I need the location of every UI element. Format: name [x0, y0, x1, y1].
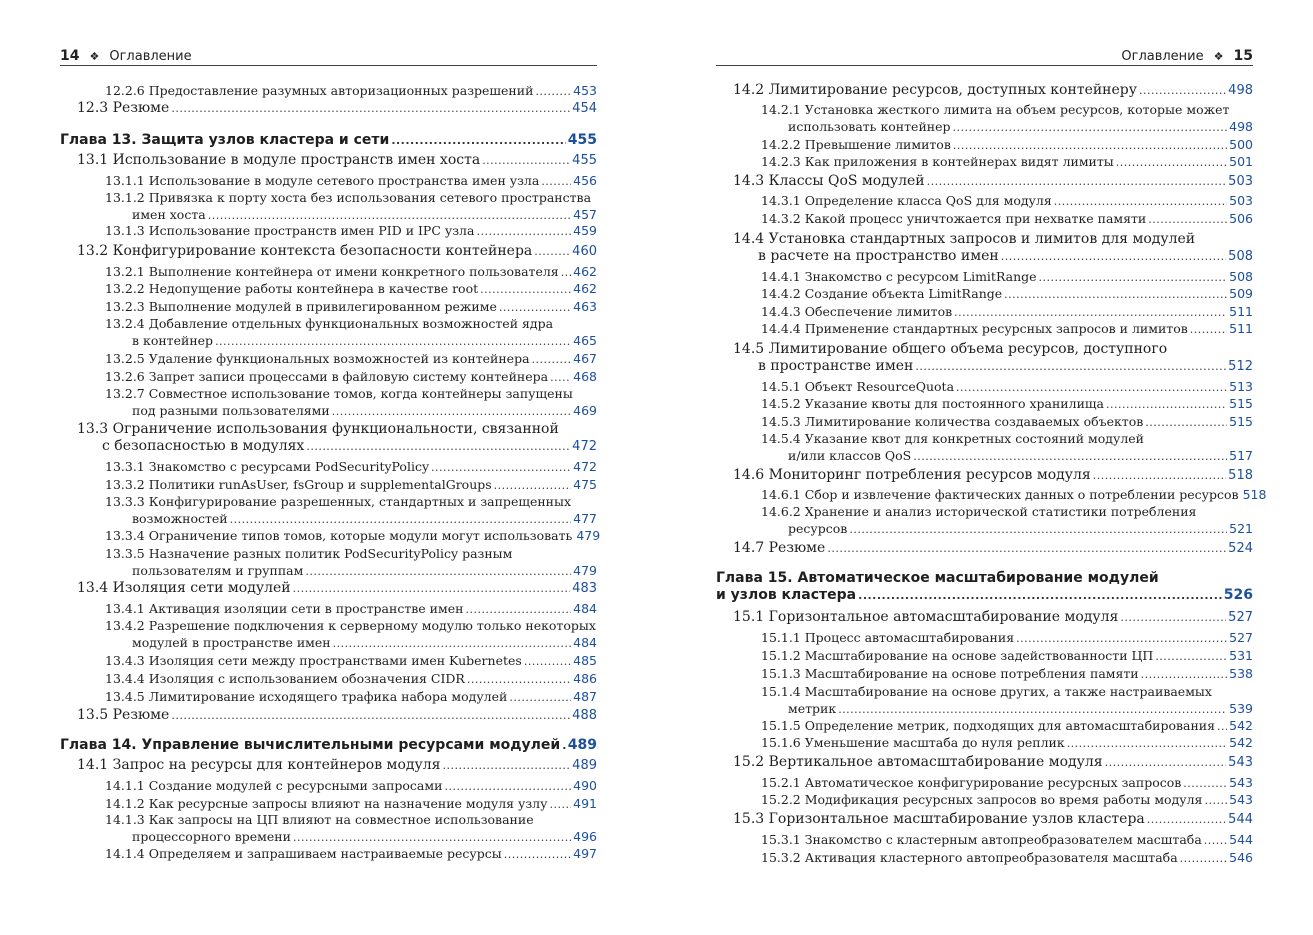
toc-entry-title: 13.4.3 Изоляция сети между пространствами имен Kubernetes [105, 653, 522, 668]
dot-leader [550, 368, 571, 386]
toc-page-number: 472 [572, 439, 597, 454]
toc-entry-title: 14.1.3 Как запросы на ЦП влияют на совместное использование [105, 812, 534, 827]
toc-page-number: 489 [572, 758, 597, 773]
dot-leader [391, 132, 565, 149]
toc-page-number: 460 [572, 244, 597, 259]
toc-entry-title: 13.2 Конфигурирование контекста безопасности контейнера [77, 243, 533, 259]
dot-leader [333, 634, 572, 652]
toc-subsection-entry[interactable] [716, 503, 1253, 538]
toc-entry-title: 14.1.4 Определяем и запрашиваем настраиваемые ресурсы [105, 846, 502, 861]
toc-entry-title: 13.3.4 Ограничение типов томов, которые модули могут использовать [105, 528, 573, 543]
dot-leader [562, 737, 566, 754]
dot-leader [1120, 609, 1226, 626]
toc-subsection-entry[interactable] [60, 670, 597, 688]
dot-leader [1139, 82, 1226, 99]
toc-entry-title: 14.5.1 Объект ResourceQuota [761, 379, 955, 394]
toc-entry-title: 13.3.1 Знакомство с ресурсами PodSecurityPolicy [105, 459, 430, 474]
header-rule [716, 65, 1253, 66]
ornament-icon: ❖ [1213, 49, 1224, 63]
toc-section-entry[interactable] [60, 580, 597, 597]
toc-entry-title: 14.3.1 Определение класса QoS для модуля [761, 193, 1052, 208]
dot-leader [1204, 791, 1227, 809]
dot-leader [1183, 774, 1227, 792]
toc-entry-title: 14.6 Мониторинг потребления ресурсов модуля [733, 467, 1091, 483]
toc-entry-title: модулей в пространстве имен [132, 635, 331, 650]
toc-entry-title: 15.3.1 Знакомство с кластерным автопреобразователем масштаба [761, 832, 1202, 847]
toc-page-number: 484 [573, 601, 597, 616]
toc-subsection-entry[interactable] [716, 320, 1253, 338]
toc-entry-title: 13.2.5 Удаление функциональных возможностей из контейнера [105, 351, 530, 366]
toc-page-number: 498 [1229, 119, 1253, 134]
toc-page-number: 512 [1228, 359, 1253, 374]
ornament-icon: ❖ [89, 49, 100, 63]
toc-subsection-entry[interactable] [60, 811, 597, 846]
toc-subsection-entry[interactable] [60, 617, 597, 652]
running-title: Оглавление [1121, 48, 1204, 64]
toc-page-number: 503 [1229, 193, 1253, 208]
toc-page-number: 498 [1228, 83, 1253, 98]
toc-entry-title: 14.5.3 Лимитирование количества создаваемых объектов [761, 414, 1144, 429]
toc-subsection-entry[interactable] [60, 845, 597, 863]
dot-leader [431, 458, 571, 476]
dot-leader [953, 136, 1227, 154]
dot-leader [467, 670, 571, 688]
toc-chapter-entry[interactable] [60, 132, 597, 149]
toc-page-number: 509 [1229, 286, 1253, 301]
toc-entry-title: 15.2 Вертикальное автомасштабирование модуля [733, 754, 1103, 770]
toc-entry-title: в контейнер [132, 333, 214, 348]
toc-chapter-entry[interactable] [716, 570, 1253, 604]
toc-subsection-entry[interactable] [716, 831, 1253, 849]
toc-page-number: 501 [1229, 154, 1253, 169]
toc-section-entry[interactable] [60, 707, 597, 724]
toc-subsection-entry[interactable] [716, 395, 1253, 413]
toc-entry-title: 14.6.1 Сбор и извлечение фактических данных о потреблении ресурсов [761, 487, 1239, 502]
toc-entry-title: 13.2.6 Запрет записи процессами в файловую систему контейнера [105, 369, 549, 384]
toc-page-number: 517 [1229, 448, 1253, 463]
toc-entry-title: под разными пользователями [132, 403, 330, 418]
toc-subsection-entry[interactable] [716, 136, 1253, 154]
toc-entry-title: 13.2.1 Выполнение контейнера от имени конкретного пользователя [105, 264, 559, 279]
toc-entry-title: 14.4.1 Знакомство с ресурсом LimitRange [761, 269, 1037, 284]
toc-entry-title: 14.4.2 Создание объекта LimitRange [761, 286, 1003, 301]
toc-entry-title: 14.1 Запрос на ресурсы для контейнеров модуля [77, 757, 441, 773]
toc-page-number: 515 [1229, 396, 1253, 411]
dot-leader [1145, 413, 1227, 431]
toc-page-number: 483 [572, 581, 597, 596]
header-rule [60, 65, 597, 66]
toc-page-number: 477 [573, 511, 597, 526]
dot-leader [953, 118, 1228, 136]
toc-page-number: 539 [1229, 701, 1253, 716]
toc-page-number: 546 [1229, 850, 1253, 865]
dot-leader [306, 438, 570, 455]
toc-subsection-entry[interactable] [716, 629, 1253, 647]
toc-page-number: 467 [573, 351, 597, 366]
right-header [716, 46, 1253, 66]
dot-leader [532, 350, 572, 368]
toc-subsection-entry[interactable] [60, 368, 597, 386]
toc-page-number: 511 [1229, 321, 1253, 336]
toc-entry-title: 13.1.3 Использование пространств имен PID и IPC узла [105, 223, 475, 238]
toc-entry-title: 13.3.3 Конфигурирование разрешенных, стандартных и запрещенных [105, 494, 572, 509]
right-page [656, 0, 1313, 935]
toc-page-number: 462 [573, 281, 597, 296]
toc-entry-title: 13.1.2 Привязка к порту хоста без использования сетевого пространства [105, 190, 592, 205]
dot-leader [1204, 831, 1227, 849]
toc-entry-title: 14.4.3 Обеспечение лимитов [761, 304, 953, 319]
toc-subsection-entry[interactable] [60, 189, 597, 224]
toc-entry-title: 13.3.2 Политики runAsUser, fsGroup и supplementalGroups [105, 477, 492, 492]
dot-leader [230, 510, 572, 528]
toc-subsection-entry[interactable] [60, 350, 597, 368]
toc-entry-title: 14.4 Установка стандартных запросов и лимитов для модулей [733, 231, 1196, 247]
toc-subsection-entry[interactable] [716, 303, 1253, 321]
toc-section-entry[interactable] [716, 811, 1253, 828]
toc-subsection-entry[interactable] [716, 791, 1253, 809]
toc-entry-title: 14.2.1 Установка жесткого лимита на объем ресурсов, которые может [761, 102, 1230, 117]
dot-leader [1039, 268, 1228, 286]
dot-leader [956, 378, 1227, 396]
toc-page-number: 463 [573, 299, 597, 314]
toc-entry-title: 15.1 Горизонтальное автомасштабирование модуля [733, 609, 1119, 625]
toc-page-number: 500 [1229, 137, 1253, 152]
toc-entry-title: 15.1.3 Масштабирование на основе потребления памяти [761, 666, 1139, 681]
page-number: 15 [1233, 48, 1253, 64]
toc-section-entry[interactable] [716, 173, 1253, 190]
dot-leader [849, 520, 1227, 538]
toc-section-entry[interactable] [60, 243, 597, 260]
toc-entry-title: 15.1.2 Масштабирование на основе задействованности ЦП [761, 648, 1154, 663]
toc-subsection-entry[interactable] [60, 280, 597, 298]
dot-leader [305, 562, 571, 580]
dot-leader [171, 100, 570, 117]
toc-page-number: 457 [573, 207, 597, 222]
toc-page-number: 543 [1229, 792, 1253, 807]
toc-entry-title: 14.5.2 Указание квоты для постоянного хранилища [761, 396, 1104, 411]
toc-entry-title: и/или классов QoS [788, 448, 912, 463]
toc-entry-title: 14.1.1 Создание модулей с ресурсными запросами [105, 778, 443, 793]
toc-page-number: 538 [1229, 666, 1253, 681]
dot-leader [1147, 811, 1226, 828]
toc-entry-title: 14.3.2 Какой процесс уничтожается при нехватке памяти [761, 211, 1147, 226]
toc-subsection-entry[interactable] [716, 192, 1253, 210]
toc-page-number: 513 [1229, 379, 1253, 394]
dot-leader [535, 82, 571, 100]
toc-section-entry[interactable] [716, 540, 1253, 557]
toc-page-number: 479 [573, 563, 597, 578]
dot-leader [858, 587, 1222, 604]
toc-page-number: 455 [567, 132, 597, 148]
toc-subsection-entry[interactable] [60, 315, 597, 350]
toc-entry-title: возможностей [132, 511, 228, 526]
dot-leader [215, 332, 571, 350]
dot-leader [332, 402, 571, 420]
toc-entry-title: 15.2.2 Модификация ресурсных запросов во время работы модуля [761, 792, 1203, 807]
toc-entry-title: с безопасностью в модулях [102, 438, 305, 454]
dot-leader [1004, 285, 1227, 303]
toc-page-number: 472 [573, 459, 597, 474]
toc-chapter-entry[interactable] [60, 737, 597, 754]
dot-leader [442, 757, 570, 774]
toc-section-entry[interactable] [60, 100, 597, 117]
toc-subsection-entry[interactable] [716, 665, 1253, 683]
toc-page-number: 503 [1228, 174, 1253, 189]
toc-entry-title: 15.2.1 Автоматическое конфигурирование ресурсных запросов [761, 775, 1182, 790]
toc-subsection-entry[interactable] [60, 82, 597, 100]
toc-page-number: 491 [573, 796, 597, 811]
toc-subsection-entry[interactable] [716, 717, 1253, 735]
toc-section-entry[interactable] [716, 341, 1253, 375]
toc-page-number: 526 [1223, 587, 1253, 603]
toc-page-number: 527 [1228, 610, 1253, 625]
running-title: Оглавление [109, 48, 192, 64]
toc-entry-title: процессорного времени [132, 829, 291, 844]
toc-page-number: 462 [573, 264, 597, 279]
toc-section-entry[interactable] [60, 421, 597, 455]
toc-entry-title: имен хоста [132, 207, 206, 222]
toc-subsection-entry[interactable] [60, 222, 597, 240]
toc-entry-title: 13.4.4 Изоляция с использованием обозначения CIDR [105, 671, 465, 686]
toc-section-entry[interactable] [716, 82, 1253, 99]
toc-entry-title: 13.2.4 Добавление отдельных функциональных возможностей ядра [105, 316, 554, 331]
dot-leader [499, 298, 571, 316]
toc-subsection-entry[interactable] [716, 210, 1253, 228]
toc-entry-title: 12.3 Резюме [77, 100, 170, 116]
toc-page-number: 453 [573, 83, 597, 98]
toc-section-entry[interactable] [716, 609, 1253, 626]
toc-subsection-entry[interactable] [60, 172, 597, 190]
toc-subsection-entry[interactable] [60, 298, 597, 316]
toc-page-number: 475 [573, 477, 597, 492]
toc-entry-title: и узлов кластера [716, 587, 857, 603]
toc-subsection-entry[interactable] [716, 849, 1253, 867]
toc-page-number: 456 [573, 173, 597, 188]
toc-entry-title: 13.1 Использование в модуле пространств имен хоста [77, 152, 481, 168]
dot-leader [927, 173, 1227, 190]
toc-entry-title: 14.5.4 Указание квот для конкретных состояний модулей [761, 431, 1144, 446]
toc-page-number: 479 [576, 528, 601, 543]
toc-page-number: 508 [1228, 249, 1253, 264]
toc-subsection-entry[interactable] [60, 652, 597, 670]
dot-leader [524, 652, 571, 670]
toc-page-number: 486 [573, 671, 597, 686]
toc-page-number: 515 [1229, 414, 1253, 429]
toc-page-number: 490 [573, 778, 597, 793]
toc-entry-title: Глава 15. Автоматическое масштабирование модулей [716, 570, 1159, 586]
toc-entry-title: 13.5 Резюме [77, 707, 170, 723]
toc-entry-title: 13.4.2 Разрешение подключения к серверному модулю только некоторых [105, 618, 596, 633]
dot-leader [1016, 629, 1227, 647]
toc-entry-title: 15.3 Горизонтальное масштабирование узлов кластера [733, 811, 1145, 827]
dot-leader [1180, 849, 1227, 867]
toc-section-entry[interactable] [716, 467, 1253, 484]
toc-page-number: 468 [573, 369, 597, 384]
left-header [60, 46, 597, 66]
dot-leader [1105, 754, 1227, 771]
toc-page-number: 459 [573, 223, 597, 238]
dot-leader [541, 172, 571, 190]
dot-leader [444, 777, 571, 795]
toc-entry-title: 14.5 Лимитирование общего объема ресурсов, доступного [733, 341, 1168, 357]
toc-page-number: 543 [1229, 775, 1253, 790]
toc-subsection-entry[interactable] [716, 378, 1253, 396]
toc-page-number: 488 [572, 708, 597, 723]
dot-leader [482, 152, 570, 169]
toc-entry-title: 15.1.4 Масштабирование на основе других, а также настраиваемых [761, 684, 1212, 699]
dot-leader [171, 707, 570, 724]
toc-entry-title: в пространстве имен [758, 358, 914, 374]
dot-leader [534, 243, 570, 260]
toc-subsection-entry[interactable] [60, 476, 597, 494]
toc-page-number: 544 [1229, 832, 1253, 847]
toc-entry-title: 14.7 Резюме [733, 540, 826, 556]
toc-page-number: 527 [1229, 630, 1253, 645]
toc-entry-title: 12.2.6 Предоставление разумных авторизационных разрешений [105, 83, 534, 98]
toc-page-number: 484 [573, 635, 597, 650]
toc-subsection-entry[interactable] [60, 458, 597, 476]
toc-page-number: 544 [1228, 812, 1253, 827]
toc-page-number: 454 [572, 101, 597, 116]
toc-entry-title: Глава 14. Управление вычислительными ресурсами модулей [60, 737, 561, 753]
toc-entry-title: 13.2.3 Выполнение модулей в привилегированном режиме [105, 299, 497, 314]
toc-entry-title: 13.3 Ограничение использования функциональности, связанной [77, 421, 559, 437]
toc-page-number: 489 [567, 737, 597, 753]
toc-page-number: 487 [573, 689, 597, 704]
toc-entry-title: 14.2 Лимитирование ресурсов, доступных контейнеру [733, 82, 1137, 98]
toc-subsection-entry[interactable] [60, 545, 597, 580]
toc-subsection-entry[interactable] [60, 385, 597, 420]
toc-subsection-entry[interactable] [60, 777, 597, 795]
toc-section-entry[interactable] [60, 757, 597, 774]
dot-leader [1093, 467, 1226, 484]
toc-entry-title: метрик [788, 701, 837, 716]
dot-leader [1217, 717, 1227, 735]
dot-leader [509, 688, 571, 706]
dot-leader [915, 358, 1226, 375]
toc-subsection-entry[interactable] [716, 734, 1253, 752]
toc-entry-title: в расчете на пространство имен [758, 248, 999, 264]
dot-leader [1155, 647, 1227, 665]
toc-entry-title: 14.2.3 Как приложения в контейнерах видят лимиты [761, 154, 1114, 169]
dot-leader [1054, 192, 1227, 210]
dot-leader [1148, 210, 1227, 228]
dot-leader [913, 447, 1227, 465]
dot-leader [465, 600, 571, 618]
dot-leader [954, 303, 1227, 321]
toc-subsection-entry[interactable] [716, 153, 1253, 171]
toc-page-number: 496 [573, 829, 597, 844]
dot-leader [293, 580, 571, 597]
toc-entry-title: ресурсов [788, 521, 848, 536]
toc-entry-title: 13.1.1 Использование в модуле сетевого пространства имен узла [105, 173, 540, 188]
toc-entry-title: 13.2.2 Недопущение работы контейнера в качестве root [105, 281, 479, 296]
toc-page-number: 521 [1229, 521, 1253, 536]
toc-subsection-entry[interactable] [716, 430, 1253, 465]
dot-leader [1190, 320, 1227, 338]
toc-section-entry[interactable] [716, 231, 1253, 265]
toc-subsection-entry[interactable] [716, 101, 1253, 136]
toc-page-number: 542 [1229, 718, 1253, 733]
toc-page-number: 542 [1229, 735, 1253, 750]
toc-entry-title: 15.1.6 Уменьшение масштаба до нуля реплик [761, 735, 1065, 750]
toc-entry-title: Глава 13. Защита узлов кластера и сети [60, 132, 390, 148]
toc-subsection-entry[interactable] [60, 527, 601, 545]
toc-subsection-entry[interactable] [716, 413, 1253, 431]
dot-leader [561, 263, 571, 281]
toc-page-number: 531 [1229, 648, 1253, 663]
toc-entry-title: 15.1.5 Определение метрик, подходящих для автомасштабирования [761, 718, 1216, 733]
toc-page-number: 524 [1228, 541, 1253, 556]
dot-leader [1141, 665, 1228, 683]
dot-leader [480, 280, 571, 298]
toc-page-number: 511 [1229, 304, 1253, 319]
toc-page-number: 497 [573, 846, 597, 861]
toc-page-number: 455 [572, 153, 597, 168]
toc-page-number: 518 [1242, 487, 1267, 502]
dot-leader [1106, 395, 1227, 413]
dot-leader [827, 540, 1226, 557]
toc-entry-title: 13.3.5 Назначение разных политик PodSecurityPolicy разным [105, 546, 513, 561]
toc-subsection-entry[interactable] [60, 600, 597, 618]
toc-page-number: 465 [573, 333, 597, 348]
dot-leader [504, 845, 571, 863]
dot-leader [1116, 153, 1227, 171]
toc-page-number: 508 [1229, 269, 1253, 284]
dot-leader [838, 700, 1227, 718]
toc-subsection-entry[interactable] [60, 688, 597, 706]
toc-subsection-entry[interactable] [60, 263, 597, 281]
toc-subsection-entry[interactable] [716, 285, 1253, 303]
toc-page-number: 469 [573, 403, 597, 418]
toc-entry-title: пользователям и группам [132, 563, 304, 578]
toc-page-number: 543 [1228, 755, 1253, 770]
toc-entry-title: 14.4.4 Применение стандартных ресурсных запросов и лимитов [761, 321, 1188, 336]
toc-entry-title: использовать контейнер [788, 119, 951, 134]
toc-section-entry[interactable] [60, 152, 597, 169]
toc-entry-title: 14.2.2 Превышение лимитов [761, 137, 951, 152]
toc-entry-title: 15.3.2 Активация кластерного автопреобразователя масштаба [761, 850, 1178, 865]
toc-page-number: 485 [573, 653, 597, 668]
toc-subsection-entry[interactable] [716, 486, 1267, 504]
toc-subsection-entry[interactable] [716, 647, 1253, 665]
toc-entry-title: 14.6.2 Хранение и анализ исторической статистики потребления [761, 504, 1197, 519]
toc-entry-title: 13.4.1 Активация изоляции сети в пространстве имен [105, 601, 464, 616]
toc-subsection-entry[interactable] [60, 493, 597, 528]
toc-entry-title: 13.4 Изоляция сети модулей [77, 580, 291, 596]
toc-entry-title: 13.4.5 Лимитирование исходящего трафика набора модулей [105, 689, 508, 704]
toc-page-number: 506 [1229, 211, 1253, 226]
dot-leader [494, 476, 571, 494]
toc-subsection-entry[interactable] [716, 268, 1253, 286]
toc-entry-title: 13.2.7 Совместное использование томов, когда контейнеры запущены [105, 386, 573, 401]
left-page [0, 0, 656, 935]
page-number: 14 [60, 48, 80, 64]
toc-entry-title: 14.1.2 Как ресурсные запросы влияют на назначение модуля узлу [105, 796, 548, 811]
toc-section-entry[interactable] [716, 754, 1253, 771]
dot-leader [476, 222, 571, 240]
dot-leader [293, 828, 571, 846]
toc-subsection-entry[interactable] [716, 774, 1253, 792]
toc-subsection-entry[interactable] [716, 683, 1253, 718]
dot-leader [1001, 248, 1226, 265]
toc-entry-title: 14.3 Классы QoS модулей [733, 173, 925, 189]
toc-entry-title: 15.1.1 Процесс автомасштабирования [761, 630, 1015, 645]
dot-leader [1067, 734, 1227, 752]
toc-page-number: 518 [1228, 468, 1253, 483]
